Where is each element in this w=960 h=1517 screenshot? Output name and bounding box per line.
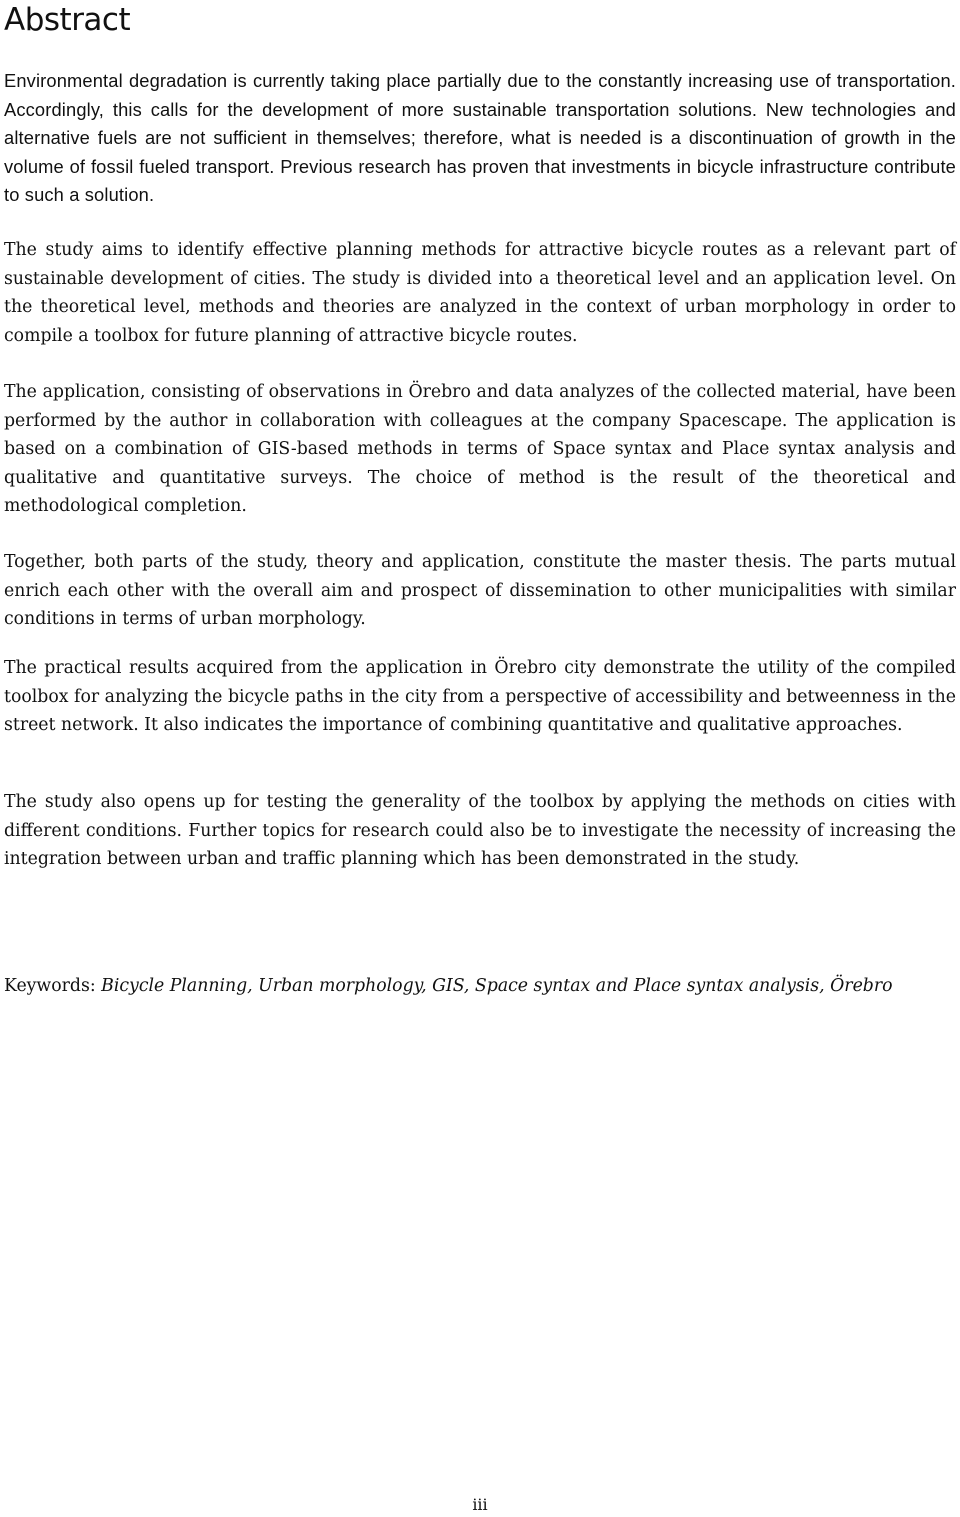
abstract-paragraph-3: The application, consisting of observations in Örebro and data analyzes of the collected material, have been performed by the author in collaboration with colleagues at the company Spacescape. The application is based on a combination of GIS-based methods in terms of Space syntax and Place syntax analysis and qualitative and quantitative surveys. The choice of method is the result of the theoretical and methodological completion. bbox=[4, 382, 956, 516]
abstract-paragraph-2: The study aims to identify effective planning methods for attractive bicycle routes as a relevant part of sustainable development of cities. The study is divided into a theoretical level and an application level. On the theoretical level, methods and theories are analyzed in the context of urban morphology in order to compile a toolbox for future planning of attractive bicycle routes. bbox=[4, 240, 956, 346]
abstract-paragraph-5: The practical results acquired from the application in Örebro city demonstrate the utility of the compiled toolbox for analyzing the bicycle paths in the city from a perspective of accessibility and betweenness in the street network. It also indicates the importance of combining quantitative and qualitative approaches. bbox=[4, 658, 956, 735]
keywords-values: Bicycle Planning, Urban morphology, GIS, Space syntax and Place syntax analysis, Örebro bbox=[101, 976, 893, 996]
keywords-line bbox=[4, 972, 956, 1000]
page-number: iii bbox=[472, 1495, 488, 1514]
keywords-label: Keywords: bbox=[4, 976, 96, 996]
abstract-paragraph-4: Together, both parts of the study, theory and application, constitute the master thesis. The parts mutual enrich each other with the overall aim and prospect of dissemination to other municipalities with similar conditions in terms of urban morphology. bbox=[4, 552, 956, 629]
page-title: Abstract bbox=[4, 2, 131, 38]
abstract-paragraph-6: The study also opens up for testing the generality of the toolbox by applying the methods on cities with different conditions. Further topics for research could also be to investigate the necessity of increasing the integration between urban and traffic planning which has been demonstrated in the study. bbox=[4, 792, 956, 869]
abstract-paragraph-1: Environmental degradation is currently taking place partially due to the constantly increasing use of transportation. Accordingly, this calls for the development of more sustainable transportation solutions. New technologies and alternative fuels are not sufficient in themselves; therefore, what is needed is a discontinuation of growth in the volume of fossil fueled transport. Previous research has proven that investments in bicycle infrastructure contribute to such a solution. bbox=[4, 70, 956, 205]
